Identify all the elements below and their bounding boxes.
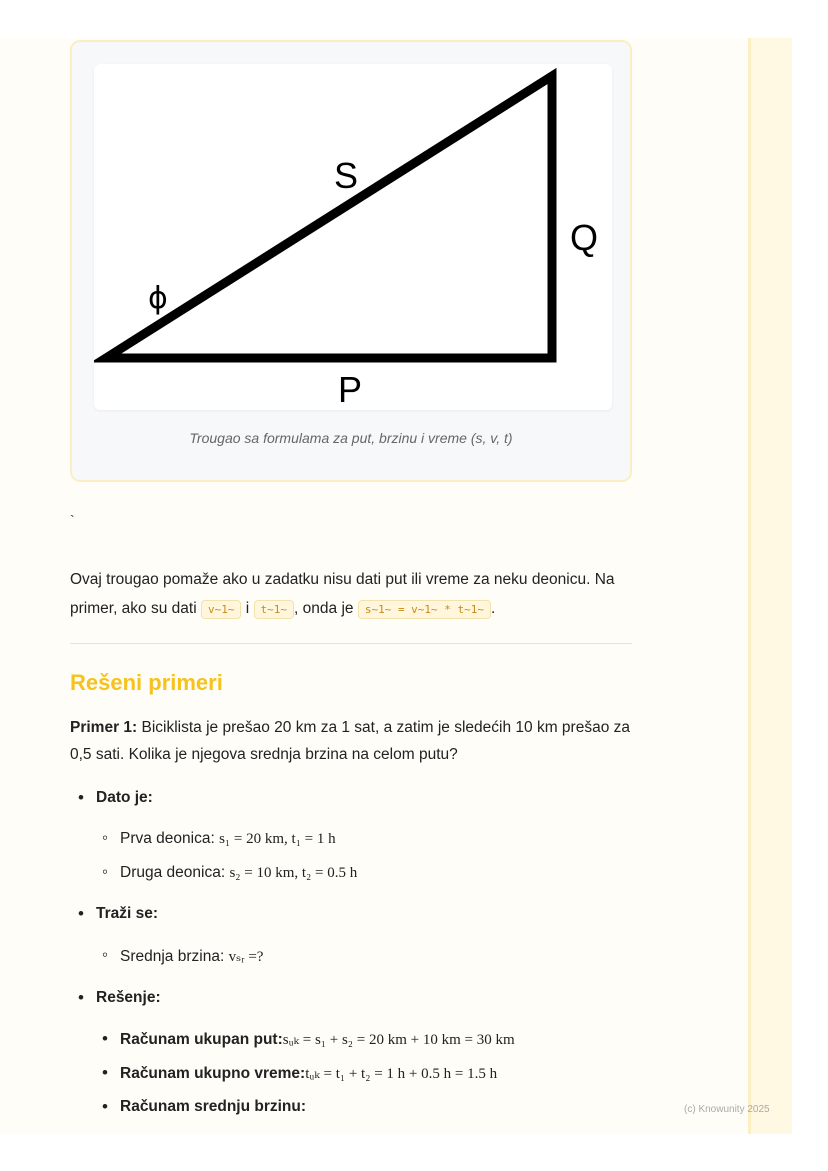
solution-title: Rešenje: bbox=[96, 989, 161, 1006]
solution-item-1-math: sᵤₖ = s₁ + s₂ = 20 km + 10 km = 30 km bbox=[282, 1032, 515, 1048]
intro-text-a: Ovaj trougao pomaže ako u zadatku nisu dati put ili vreme za neku deonicu. Na primer, ako su dati bbox=[70, 571, 615, 617]
example-text: Biciklista je prešao 20 km za 1 sat, a zatim je sledećih 10 km prešao za 0,5 sati. Kolika je njegova srednja brzina na celom putu? bbox=[70, 719, 630, 763]
intro-paragraph bbox=[70, 565, 640, 624]
label-hypotenuse: S bbox=[334, 155, 359, 196]
given-item-2 bbox=[102, 864, 357, 882]
bullet-solution bbox=[78, 989, 161, 1007]
example-label: Primer 1: bbox=[70, 719, 138, 736]
solution-item-1-label: Računam ukupan put: bbox=[120, 1031, 283, 1048]
solution-item-3-label: Računam srednju brzinu: bbox=[120, 1098, 307, 1115]
code-s1-formula: s~1~ = v~1~ * t~1~ bbox=[358, 600, 491, 619]
find-item-1 bbox=[102, 947, 263, 966]
page-margin-strip bbox=[748, 38, 792, 1134]
given-item-1 bbox=[102, 830, 336, 848]
example-paragraph bbox=[70, 714, 645, 768]
solution-item-1 bbox=[102, 1030, 515, 1049]
page-margin-line bbox=[748, 38, 751, 1134]
code-v1: v~1~ bbox=[201, 600, 242, 619]
given-item-2-math: s₂ = 10 km, t₂ = 0.5 h bbox=[229, 865, 358, 881]
intro-text-d: . bbox=[491, 600, 496, 617]
given-item-1-math: s₁ = 20 km, t₁ = 1 h bbox=[219, 831, 336, 847]
stray-mark: ` bbox=[70, 512, 75, 528]
find-title: Traži se: bbox=[96, 905, 159, 922]
label-angle: ϕ bbox=[148, 281, 168, 316]
bullet-given bbox=[78, 789, 153, 807]
bullet-find bbox=[78, 905, 158, 923]
figure-card bbox=[70, 40, 632, 482]
given-item-2-label: Druga deonica: bbox=[120, 864, 226, 881]
given-title: Dato je: bbox=[96, 789, 153, 806]
label-vertical: Q bbox=[570, 217, 599, 258]
triangle-diagram bbox=[94, 64, 612, 410]
solution-item-2 bbox=[102, 1064, 497, 1083]
given-item-1-label: Prva deonica: bbox=[120, 830, 215, 847]
solution-item-2-math: tᵤₖ = t₁ + t₂ = 1 h + 0.5 h = 1.5 h bbox=[305, 1066, 498, 1082]
figure-caption: Trougao sa formulama za put, brzinu i vreme (s, v, t) bbox=[189, 430, 513, 446]
triangle-shape bbox=[106, 76, 552, 358]
find-item-1-label: Srednja brzina: bbox=[120, 948, 225, 965]
intro-text-b: i bbox=[245, 600, 250, 617]
solution-item-2-label: Računam ukupno vreme: bbox=[120, 1065, 306, 1082]
find-item-1-math: vₛᵣ =? bbox=[228, 949, 264, 965]
section-title: Rešeni primeri bbox=[70, 670, 223, 695]
section-divider bbox=[70, 643, 632, 644]
label-base: P bbox=[338, 369, 363, 410]
solution-item-3 bbox=[102, 1098, 306, 1116]
code-t1: t~1~ bbox=[254, 600, 295, 619]
footer-copyright: (c) Knowunity 2025 bbox=[684, 1104, 770, 1115]
triangle-figure bbox=[94, 64, 612, 410]
intro-text-c: , onda je bbox=[294, 600, 354, 617]
